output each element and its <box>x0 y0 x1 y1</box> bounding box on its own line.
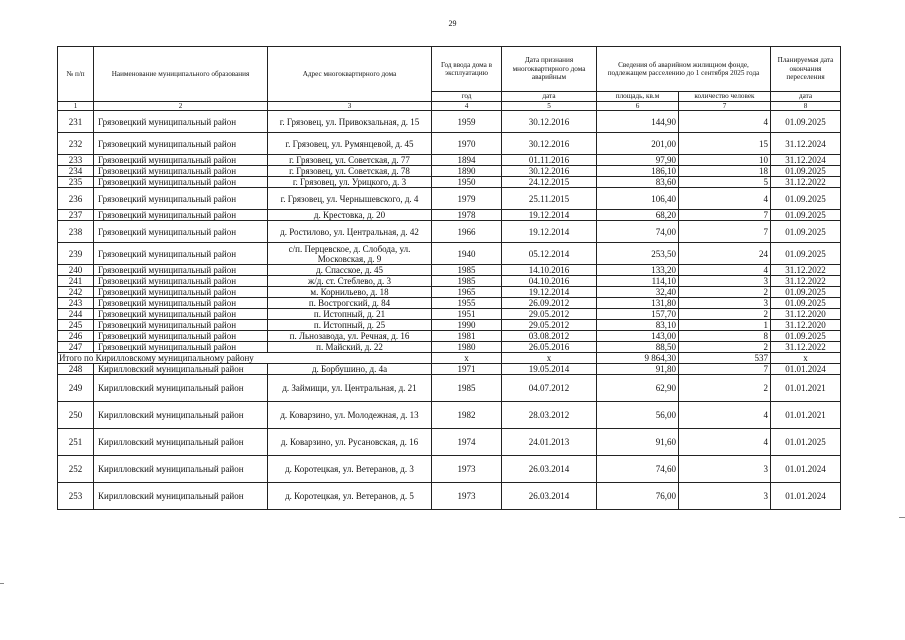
date-cell: 01.11.2016 <box>502 155 597 166</box>
column-number: 4 <box>432 101 502 111</box>
year-cell: 1965 <box>432 287 502 298</box>
area-cell: 83,60 <box>597 177 679 188</box>
date-cell: 05.12.2014 <box>502 243 597 265</box>
planned-date-cell: 01.09.2025 <box>771 188 841 210</box>
year-cell: 1959 <box>432 111 502 133</box>
header-relocation-info: Сведения об аварийном жилищном фонде, подлежащем расселению до 1 сентября 2025 года <box>597 47 771 92</box>
date-cell: 03.08.2012 <box>502 331 597 342</box>
municipality-cell: Грязовецкий муниципальный район <box>94 133 268 155</box>
address-cell: д. Спасское, д. 45 <box>268 265 432 276</box>
municipality-cell: Кирилловский муниципальный район <box>94 483 268 510</box>
row-number: 234 <box>58 166 94 177</box>
people-cell: 4 <box>679 188 771 210</box>
municipality-cell: Кирилловский муниципальный район <box>94 364 268 375</box>
address-cell: п. Истопный, д. 21 <box>268 309 432 320</box>
date-cell: 19.12.2014 <box>502 210 597 221</box>
row-number: 247 <box>58 342 94 353</box>
address-cell: ж/д. ст. Стеблево, д. 3 <box>268 276 432 287</box>
municipality-cell: Грязовецкий муниципальный район <box>94 298 268 309</box>
municipality-cell: Грязовецкий муниципальный район <box>94 188 268 210</box>
address-cell: п. Вострогский, д. 84 <box>268 298 432 309</box>
total-area: 9 864,30 <box>597 353 679 364</box>
area-cell: 32,40 <box>597 287 679 298</box>
table-row <box>58 210 841 221</box>
total-row <box>58 353 841 364</box>
housing-table <box>57 46 841 510</box>
date-cell: 14.10.2016 <box>502 265 597 276</box>
date-cell: 26.03.2014 <box>502 456 597 483</box>
table-body-total <box>58 353 841 364</box>
row-number: 243 <box>58 298 94 309</box>
table-row <box>58 483 841 510</box>
year-cell: 1950 <box>432 177 502 188</box>
address-cell: п. Майский, д. 22 <box>268 342 432 353</box>
column-number: 2 <box>94 101 268 111</box>
date-cell: 29.05.2012 <box>502 320 597 331</box>
row-number: 253 <box>58 483 94 510</box>
row-number: 245 <box>58 320 94 331</box>
row-number: 236 <box>58 188 94 210</box>
address-cell: м. Корнильево, д. 18 <box>268 287 432 298</box>
column-number: 8 <box>771 101 841 111</box>
year-cell: 1971 <box>432 364 502 375</box>
row-number: 244 <box>58 309 94 320</box>
year-cell: 1955 <box>432 298 502 309</box>
area-cell: 143,00 <box>597 331 679 342</box>
address-cell: г. Грязовец, ул. Румянцевой, д. 45 <box>268 133 432 155</box>
total-plan: х <box>771 353 841 364</box>
municipality-cell: Кирилловский муниципальный район <box>94 429 268 456</box>
people-cell: 7 <box>679 364 771 375</box>
address-cell: г. Грязовец, ул. Советская, д. 77 <box>268 155 432 166</box>
year-cell: 1985 <box>432 276 502 287</box>
area-cell: 114,10 <box>597 276 679 287</box>
row-number: 238 <box>58 221 94 243</box>
year-cell: 1982 <box>432 402 502 429</box>
column-number: 5 <box>502 101 597 111</box>
planned-date-cell: 01.09.2025 <box>771 111 841 133</box>
header-planned-end: Планируемая дата окончания переселения <box>771 47 841 92</box>
planned-date-cell: 01.09.2025 <box>771 210 841 221</box>
date-cell: 04.10.2016 <box>502 276 597 287</box>
area-cell: 144,90 <box>597 111 679 133</box>
area-cell: 68,20 <box>597 210 679 221</box>
address-cell: с/п. Перцевское, д. Слобода, ул. Московская, д. 9 <box>268 243 432 265</box>
column-number: 7 <box>679 101 771 111</box>
year-cell: 1966 <box>432 221 502 243</box>
planned-date-cell: 01.01.2025 <box>771 429 841 456</box>
table-row <box>58 166 841 177</box>
planned-date-cell: 31.12.2022 <box>771 342 841 353</box>
year-cell: 1890 <box>432 166 502 177</box>
table-row <box>58 265 841 276</box>
planned-date-cell: 01.01.2021 <box>771 375 841 402</box>
people-cell: 10 <box>679 155 771 166</box>
column-number: 6 <box>597 101 679 111</box>
year-cell: 1973 <box>432 456 502 483</box>
table-row <box>58 429 841 456</box>
date-cell: 26.03.2014 <box>502 483 597 510</box>
table-row <box>58 364 841 375</box>
planned-date-cell: 01.01.2021 <box>771 402 841 429</box>
people-cell: 2 <box>679 287 771 298</box>
planned-date-cell: 01.09.2025 <box>771 298 841 309</box>
people-cell: 1 <box>679 320 771 331</box>
date-cell: 30.12.2016 <box>502 166 597 177</box>
area-cell: 133,20 <box>597 265 679 276</box>
planned-date-cell: 31.12.2024 <box>771 155 841 166</box>
people-cell: 24 <box>679 243 771 265</box>
planned-date-cell: 01.09.2025 <box>771 287 841 298</box>
row-number: 252 <box>58 456 94 483</box>
area-cell: 106,40 <box>597 188 679 210</box>
row-number: 239 <box>58 243 94 265</box>
area-cell: 253,50 <box>597 243 679 265</box>
table-row <box>58 456 841 483</box>
people-cell: 8 <box>679 331 771 342</box>
row-number: 235 <box>58 177 94 188</box>
date-cell: 19.05.2014 <box>502 364 597 375</box>
people-cell: 3 <box>679 456 771 483</box>
scan-edge-mark <box>0 583 4 584</box>
date-cell: 29.05.2012 <box>502 309 597 320</box>
subheader-date: дата <box>502 92 597 102</box>
planned-date-cell: 01.09.2025 <box>771 166 841 177</box>
address-cell: г. Грязовец, ул. Урицкого, д. 3 <box>268 177 432 188</box>
date-cell: 26.09.2012 <box>502 298 597 309</box>
date-cell: 19.12.2014 <box>502 221 597 243</box>
planned-date-cell: 31.12.2020 <box>771 309 841 320</box>
address-cell: д. Коварзино, ул. Русановская, д. 16 <box>268 429 432 456</box>
date-cell: 30.12.2016 <box>502 133 597 155</box>
total-people: 537 <box>679 353 771 364</box>
year-cell: 1894 <box>432 155 502 166</box>
address-cell: г. Грязовец, ул. Советская, д. 78 <box>268 166 432 177</box>
address-cell: п. Истопный, д. 25 <box>268 320 432 331</box>
subheader-area: площадь, кв.м <box>597 92 679 102</box>
year-cell: 1980 <box>432 342 502 353</box>
area-cell: 62,90 <box>597 375 679 402</box>
people-cell: 2 <box>679 309 771 320</box>
row-number: 246 <box>58 331 94 342</box>
row-number: 250 <box>58 402 94 429</box>
date-cell: 24.12.2015 <box>502 177 597 188</box>
table-row <box>58 298 841 309</box>
area-cell: 74,60 <box>597 456 679 483</box>
municipality-cell: Кирилловский муниципальный район <box>94 456 268 483</box>
row-number: 242 <box>58 287 94 298</box>
table-row <box>58 276 841 287</box>
table-row <box>58 177 841 188</box>
people-cell: 15 <box>679 133 771 155</box>
date-cell: 04.07.2012 <box>502 375 597 402</box>
planned-date-cell: 01.09.2025 <box>771 331 841 342</box>
municipality-cell: Грязовецкий муниципальный район <box>94 331 268 342</box>
table-row <box>58 309 841 320</box>
table-row <box>58 331 841 342</box>
row-number: 241 <box>58 276 94 287</box>
table-row <box>58 188 841 210</box>
address-cell: д. Займищи, ул. Центральная, д. 21 <box>268 375 432 402</box>
date-cell: 24.01.2013 <box>502 429 597 456</box>
people-cell: 3 <box>679 298 771 309</box>
subheader-date2: дата <box>771 92 841 102</box>
total-year: х <box>432 353 502 364</box>
scan-edge-mark <box>899 517 905 518</box>
date-cell: 25.11.2015 <box>502 188 597 210</box>
table-body-kirillov <box>58 364 841 510</box>
planned-date-cell: 31.12.2022 <box>771 265 841 276</box>
header-address: Адрес многоквартирного дома <box>268 47 432 102</box>
people-cell: 7 <box>679 221 771 243</box>
table-row <box>58 221 841 243</box>
total-label: Итого по Кирилловскому муниципальному району <box>58 353 432 364</box>
table-row <box>58 243 841 265</box>
people-cell: 5 <box>679 177 771 188</box>
area-cell: 97,90 <box>597 155 679 166</box>
year-cell: 1940 <box>432 243 502 265</box>
row-number: 233 <box>58 155 94 166</box>
address-cell: д. Борбушино, д. 4а <box>268 364 432 375</box>
table-row <box>58 133 841 155</box>
people-cell: 4 <box>679 402 771 429</box>
table-row <box>58 155 841 166</box>
header-row <box>58 47 841 92</box>
municipality-cell: Грязовецкий муниципальный район <box>94 320 268 331</box>
people-cell: 7 <box>679 210 771 221</box>
year-cell: 1978 <box>432 210 502 221</box>
people-cell: 2 <box>679 342 771 353</box>
people-cell: 4 <box>679 111 771 133</box>
planned-date-cell: 31.12.2022 <box>771 276 841 287</box>
area-cell: 157,70 <box>597 309 679 320</box>
total-date: х <box>502 353 597 364</box>
row-number: 232 <box>58 133 94 155</box>
area-cell: 186,10 <box>597 166 679 177</box>
municipality-cell: Грязовецкий муниципальный район <box>94 155 268 166</box>
municipality-cell: Грязовецкий муниципальный район <box>94 177 268 188</box>
subheader-people: количество человек <box>679 92 771 102</box>
year-cell: 1951 <box>432 309 502 320</box>
address-cell: г. Грязовец, ул. Привокзальная, д. 15 <box>268 111 432 133</box>
people-cell: 2 <box>679 375 771 402</box>
table-row <box>58 320 841 331</box>
header-emergency-date: Дата признания многоквартирного дома аварийным <box>502 47 597 92</box>
municipality-cell: Кирилловский муниципальный район <box>94 375 268 402</box>
header-year-built: Год ввода дома в эксплуатацию <box>432 47 502 92</box>
people-cell: 3 <box>679 276 771 287</box>
year-cell: 1974 <box>432 429 502 456</box>
subheader-year: год <box>432 92 502 102</box>
area-cell: 91,60 <box>597 429 679 456</box>
planned-date-cell: 01.01.2024 <box>771 364 841 375</box>
people-cell: 4 <box>679 429 771 456</box>
header-municipality: Наименование муниципального образования <box>94 47 268 102</box>
row-number: 249 <box>58 375 94 402</box>
area-cell: 74,00 <box>597 221 679 243</box>
table-row <box>58 402 841 429</box>
column-number: 3 <box>268 101 432 111</box>
table-row <box>58 342 841 353</box>
date-cell: 30.12.2016 <box>502 111 597 133</box>
date-cell: 28.03.2012 <box>502 402 597 429</box>
people-cell: 4 <box>679 265 771 276</box>
planned-date-cell: 31.12.2020 <box>771 320 841 331</box>
page-number: 29 <box>448 19 457 28</box>
year-cell: 1990 <box>432 320 502 331</box>
planned-date-cell: 01.09.2025 <box>771 221 841 243</box>
address-cell: д. Коротецкая, ул. Ветеранов, д. 3 <box>268 456 432 483</box>
row-number: 231 <box>58 111 94 133</box>
people-cell: 18 <box>679 166 771 177</box>
area-cell: 83,10 <box>597 320 679 331</box>
address-cell: д. Крестовка, д. 20 <box>268 210 432 221</box>
table-row <box>58 287 841 298</box>
row-number: 240 <box>58 265 94 276</box>
address-cell: г. Грязовец, ул. Чернышевского, д. 4 <box>268 188 432 210</box>
row-number: 237 <box>58 210 94 221</box>
planned-date-cell: 01.01.2024 <box>771 483 841 510</box>
address-cell: д. Коротецкая, ул. Ветеранов, д. 5 <box>268 483 432 510</box>
municipality-cell: Грязовецкий муниципальный район <box>94 221 268 243</box>
area-cell: 56,00 <box>597 402 679 429</box>
table-body-gryazovets <box>58 111 841 353</box>
column-number: 1 <box>58 101 94 111</box>
municipality-cell: Грязовецкий муниципальный район <box>94 276 268 287</box>
municipality-cell: Грязовецкий муниципальный район <box>94 243 268 265</box>
municipality-cell: Грязовецкий муниципальный район <box>94 287 268 298</box>
address-cell: п. Льнозавода, ул. Речная, д. 16 <box>268 331 432 342</box>
year-cell: 1970 <box>432 133 502 155</box>
address-cell: д. Коварзино, ул. Молодежная, д. 13 <box>268 402 432 429</box>
planned-date-cell: 01.09.2025 <box>771 243 841 265</box>
planned-date-cell: 31.12.2024 <box>771 133 841 155</box>
year-cell: 1973 <box>432 483 502 510</box>
table-row <box>58 111 841 133</box>
area-cell: 91,80 <box>597 364 679 375</box>
year-cell: 1979 <box>432 188 502 210</box>
planned-date-cell: 01.01.2024 <box>771 456 841 483</box>
row-number: 251 <box>58 429 94 456</box>
header-nr: № п/п <box>58 47 94 102</box>
year-cell: 1985 <box>432 375 502 402</box>
people-cell: 3 <box>679 483 771 510</box>
municipality-cell: Грязовецкий муниципальный район <box>94 309 268 320</box>
date-cell: 26.05.2016 <box>502 342 597 353</box>
municipality-cell: Грязовецкий муниципальный район <box>94 265 268 276</box>
year-cell: 1981 <box>432 331 502 342</box>
area-cell: 201,00 <box>597 133 679 155</box>
date-cell: 19.12.2014 <box>502 287 597 298</box>
area-cell: 76,00 <box>597 483 679 510</box>
municipality-cell: Грязовецкий муниципальный район <box>94 166 268 177</box>
municipality-cell: Грязовецкий муниципальный район <box>94 111 268 133</box>
municipality-cell: Грязовецкий муниципальный район <box>94 342 268 353</box>
municipality-cell: Кирилловский муниципальный район <box>94 402 268 429</box>
municipality-cell: Грязовецкий муниципальный район <box>94 210 268 221</box>
column-number-row <box>58 101 841 111</box>
area-cell: 131,80 <box>597 298 679 309</box>
row-number: 248 <box>58 364 94 375</box>
year-cell: 1985 <box>432 265 502 276</box>
planned-date-cell: 31.12.2022 <box>771 177 841 188</box>
area-cell: 88,50 <box>597 342 679 353</box>
address-cell: д. Ростилово, ул. Центральная, д. 42 <box>268 221 432 243</box>
table-row <box>58 375 841 402</box>
